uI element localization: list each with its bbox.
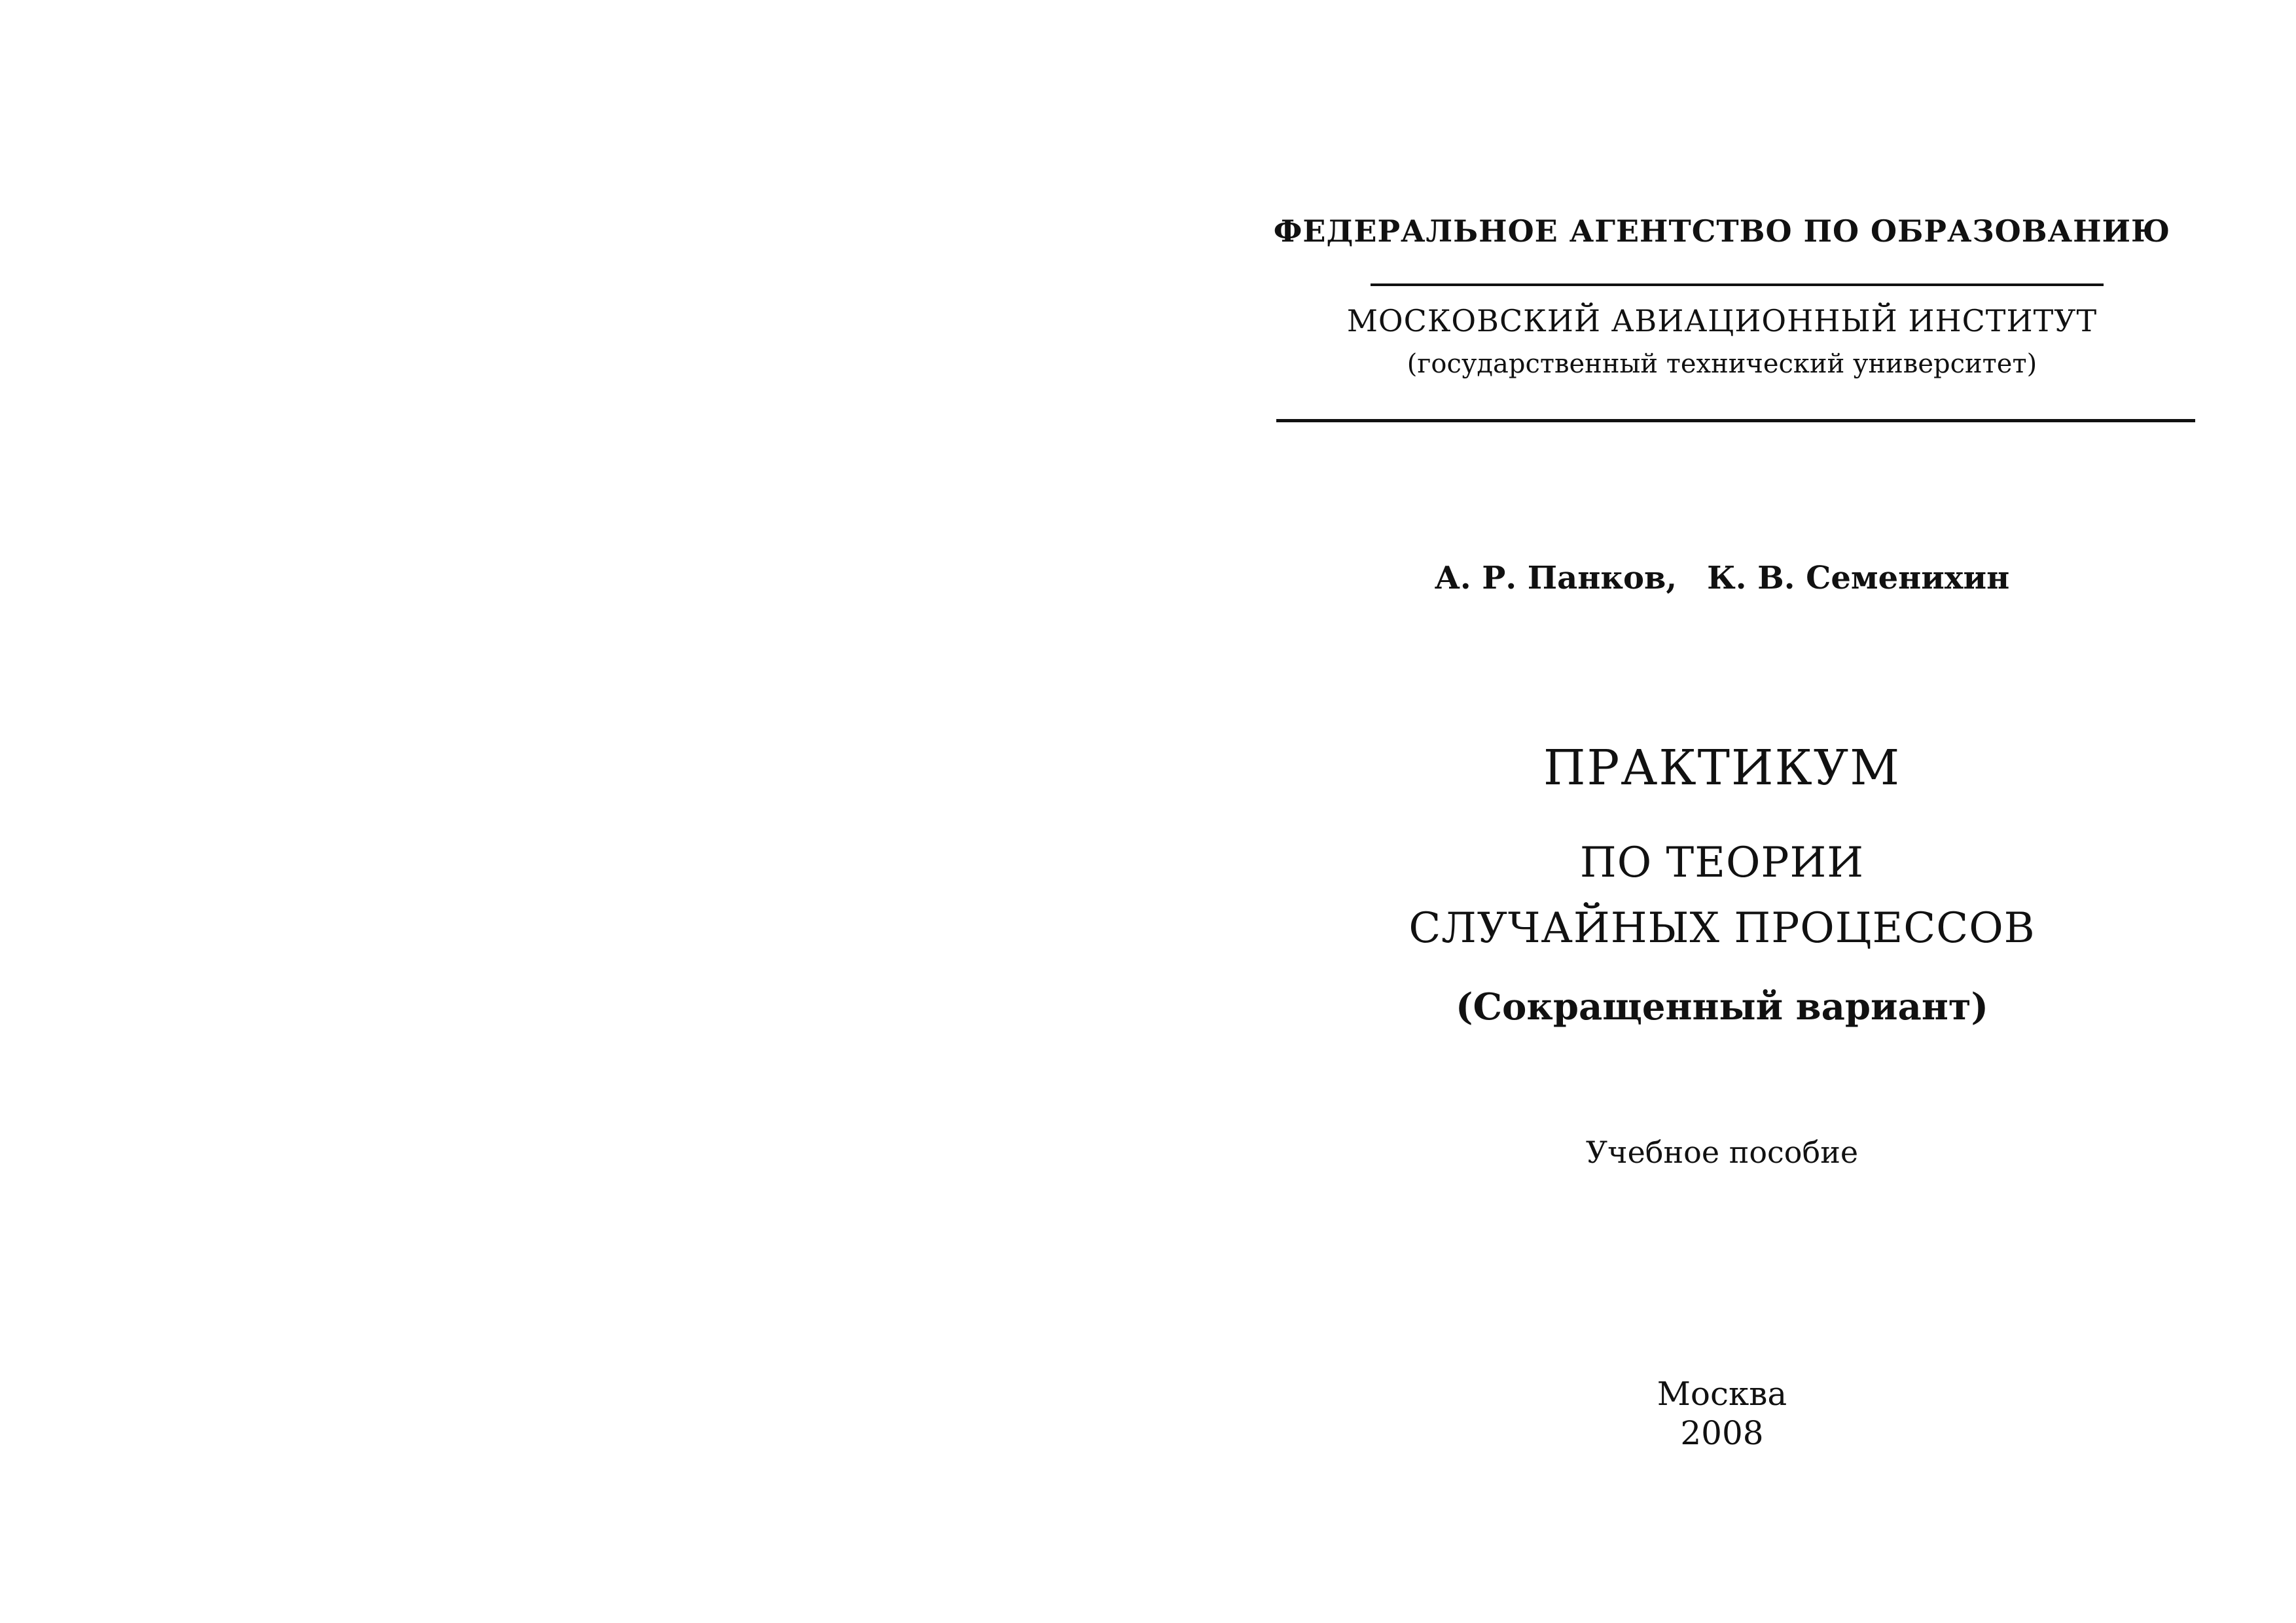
book-title: ПРАКТИКУМ: [1543, 740, 1901, 796]
imprint-year: 2008: [1680, 1414, 1764, 1452]
imprint-city: Москва: [1657, 1375, 1787, 1413]
edition-variant: (Сокращенный вариант): [1455, 985, 1989, 1029]
author-2: К. В. Семенихин: [1707, 560, 2010, 596]
author-1: А. Р. Панков,: [1434, 560, 1677, 596]
institute-name: МОСКОВСКИЙ АВИАЦИОННЫЙ ИНСТИТУТ: [1346, 303, 2098, 338]
header-divider-long: [1276, 419, 2195, 422]
agency-heading: ФЕДЕРАЛЬНОЕ АГЕНТСТВО ПО ОБРАЗОВАНИЮ: [1273, 213, 2171, 249]
book-subtitle-line-2: СЛУЧАЙНЫХ ПРОЦЕССОВ: [1408, 904, 2036, 953]
institute-subtitle: (государственный технический университет): [1407, 349, 2037, 379]
document-type: Учебное пособие: [1585, 1135, 1859, 1170]
title-page: [1148, 0, 2296, 1623]
header-divider-short: [1371, 283, 2104, 286]
authors-line: [1148, 560, 2296, 596]
book-subtitle-line-1: ПО ТЕОРИИ: [1579, 839, 1865, 887]
